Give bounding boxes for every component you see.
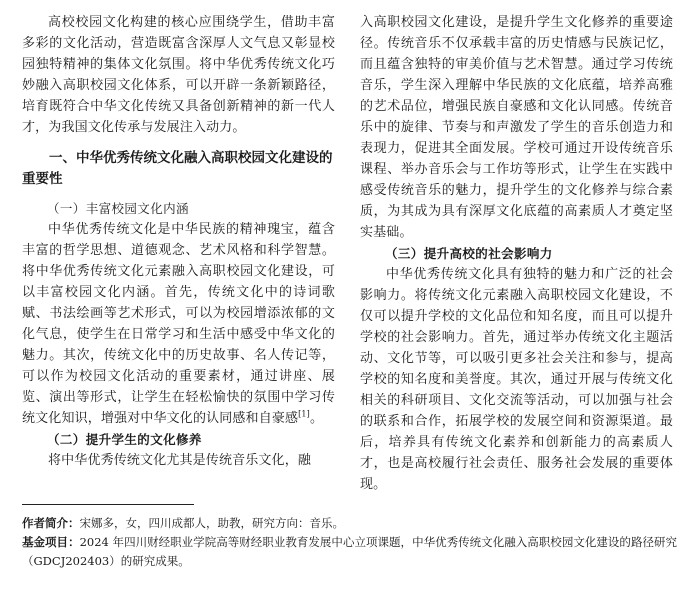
subsection-1-paragraph bbox=[22, 219, 335, 429]
footnotes bbox=[22, 514, 677, 571]
right-column bbox=[360, 12, 673, 495]
subsection-1-end: 。 bbox=[309, 411, 324, 426]
subsection-3-paragraph: 中华优秀传统文化具有独特的魅力和广泛的社会影响力。将传统文化元素融入高职校园文化建设，不仅可以提升学校的文化品位和知名度，而且可以提升学校的社会影响力。首先，通过举办传统文化主题活动、文化节等，可以吸引更多社会关注和参与，提高学校的知名度和美誉度。其次，通过开展与传统文化相关的科研项目、文化交流等活动，可以加强与社会的联系和合作，拓展学校的发展空间和资源渠道。最后，培养具有传统文化素养和创新能力的高素质人才，也是高校履行社会责任、服务社会发展的重要体现。 bbox=[360, 267, 673, 492]
author-label: 作者简介： bbox=[22, 516, 80, 530]
citation-1: [1] bbox=[298, 409, 310, 419]
author-note bbox=[22, 514, 677, 533]
fund-text: 2024 年四川财经职业学院高等财经职业教育发展中心立项课题，中华优秀传统文化融入高职校园文化建设的路径研究（GDCJ202403）的研究成果。 bbox=[22, 535, 678, 568]
subsection-1-text: 中华优秀传统文化是中华民族的精神瑰宝，蕴含丰富的哲学思想、道德观念、艺术风格和科学智慧。将中华优秀传统文化元素融入高职校园文化建设，可以丰富校园文化内涵。首先，传统文化中的诗词歌赋、书法绘画等艺术形式，可以为校园增添浓郁的文化气息，使学生在日常学习和生活中感受中华文化的魅力。其次，传统文化中的历史故事、名人传记等，可以作为校园文化活动的重要素材，通过讲座、展览、演出等形式，让学生在轻松愉快的氛围中学习传统文化知识，增强对中华文化的认同感和自豪感 bbox=[22, 222, 335, 426]
section-1-heading: 一、中华优秀传统文化融入高职校园文化建设的重要性 bbox=[22, 150, 333, 187]
fund-note bbox=[22, 533, 677, 571]
subsection-2-paragraph-cont: 入高职校园文化建设，是提升学生文化修养的重要途径。传统音乐不仅承载丰富的历史情感与民族记忆，而且蕴含独特的审美价值与艺术智慧。通过学习传统音乐，学生深入理解中华民族的文化底蕴，培养高雅的艺术品位，增强民族自豪感和文化认同感。传统音乐中的旋律、节奏与和声激发了学生的音乐创造力和表现力，促进其全面发展。学校可通过开设传统音乐课程、举办音乐会与工作坊等形式，让学生在实践中感受传统音乐的魅力，提升学生的文化修养与综合素质，为其成为具有深厚文化底蕴的高素质人才奠定坚实基础。 bbox=[360, 15, 673, 240]
footnote-divider bbox=[22, 504, 194, 505]
intro-paragraph: 高校校园文化构建的核心应围绕学生，借助丰富多彩的文化活动，营造既富含深厚人文气息又彰显校园独特精神的集体文化氛围。将中华优秀传统文化巧妙融入高职校园文化体系，可以开辟一条新颖路径，培育既符合中华文化传统又具备创新精神的新一代人才，为我国文化传承与发展注入动力。 bbox=[22, 15, 335, 135]
author-text: 宋娜多，女，四川成都人，助教，研究方向：音乐。 bbox=[79, 516, 344, 530]
left-column bbox=[22, 12, 335, 471]
fund-label: 基金项目： bbox=[22, 535, 80, 549]
subsection-2-paragraph-start: 将中华优秀传统文化尤其是传统音乐文化，融 bbox=[48, 453, 312, 468]
subsection-2-heading: （二）提升学生的文化修养 bbox=[47, 432, 202, 447]
subsection-1-heading: （一）丰富校园文化内涵 bbox=[47, 201, 189, 216]
subsection-3-heading: （三）提升高校的社会影响力 bbox=[385, 246, 553, 261]
